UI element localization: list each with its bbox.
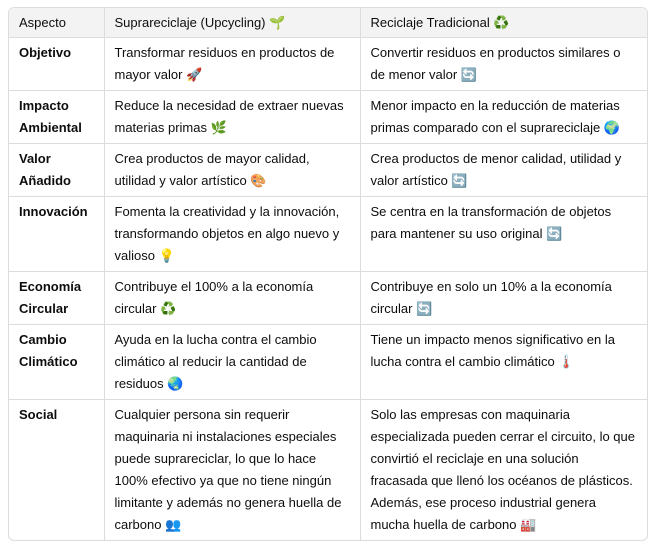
table-row: [9, 38, 647, 91]
row-traditional: Solo las empresas con maquinaria especializada pueden cerrar el circuito, lo que convirtió el reciclaje en una solución fracasada que llenó los océanos de plásticos. Además, ese proceso industrial genera mucha huella de carbono 🏭: [370, 407, 635, 532]
row-traditional: Tiene un impacto menos significativo en la lucha contra el cambio climático 🌡️: [360, 325, 647, 400]
table-body: [9, 38, 647, 541]
row-upcycling: Contribuye el 100% a la economía circular ♻️: [104, 272, 360, 325]
row-upcycling: Transformar residuos en productos de mayor valor 🚀: [104, 38, 360, 91]
row-aspect: Cambio Climático: [9, 325, 104, 400]
header-traditional: Reciclaje Tradicional ♻️: [360, 8, 647, 38]
row-traditional: Se centra en la transformación de objetos para mantener su uso original 🔄: [360, 197, 647, 272]
header-aspect: Aspecto: [9, 8, 104, 38]
header-row: [9, 8, 647, 38]
row-traditional: Menor impacto en la reducción de materias primas comparado con el suprareciclaje 🌍: [360, 91, 647, 144]
row-aspect: Innovación: [9, 197, 104, 272]
table-row: [9, 325, 647, 400]
row-traditional: Contribuye en solo un 10% a la economía circular 🔄: [360, 272, 647, 325]
table-row: [9, 272, 647, 325]
row-upcycling: Fomenta la creatividad y la innovación, transformando objetos en algo nuevo y valioso 💡: [104, 197, 360, 272]
table-row: [9, 197, 647, 272]
row-upcycling: Ayuda en la lucha contra el cambio climático al reducir la cantidad de residuos 🌏: [104, 325, 360, 400]
row-upcycling: Reduce la necesidad de extraer nuevas materias primas 🌿: [104, 91, 360, 144]
comparison-table-container: [8, 7, 648, 541]
comparison-table: [9, 8, 647, 540]
table-row: [9, 91, 647, 144]
header-upcycling: Suprareciclaje (Upcycling) 🌱: [104, 8, 360, 38]
table-row: [9, 400, 647, 541]
row-traditional: Convertir residuos en productos similares o de menor valor 🔄: [360, 38, 647, 91]
row-aspect: Impacto Ambiental: [9, 91, 104, 144]
row-upcycling: Cualquier persona sin requerir maquinaria ni instalaciones especiales puede suprareciclar, lo que lo hace 100% efectivo ya que no tiene ningún limitante y además no genera huella de carbono 👥: [104, 400, 360, 541]
table-row: [9, 144, 647, 197]
row-aspect: Social: [9, 400, 104, 541]
row-aspect: Objetivo: [9, 38, 104, 91]
row-aspect: Economía Circular: [9, 272, 104, 325]
row-traditional: Crea productos de menor calidad, utilidad y valor artístico 🔄: [360, 144, 647, 197]
row-upcycling: Crea productos de mayor calidad, utilidad y valor artístico 🎨: [104, 144, 360, 197]
table-header: [9, 8, 647, 38]
row-aspect: Valor Añadido: [9, 144, 104, 197]
